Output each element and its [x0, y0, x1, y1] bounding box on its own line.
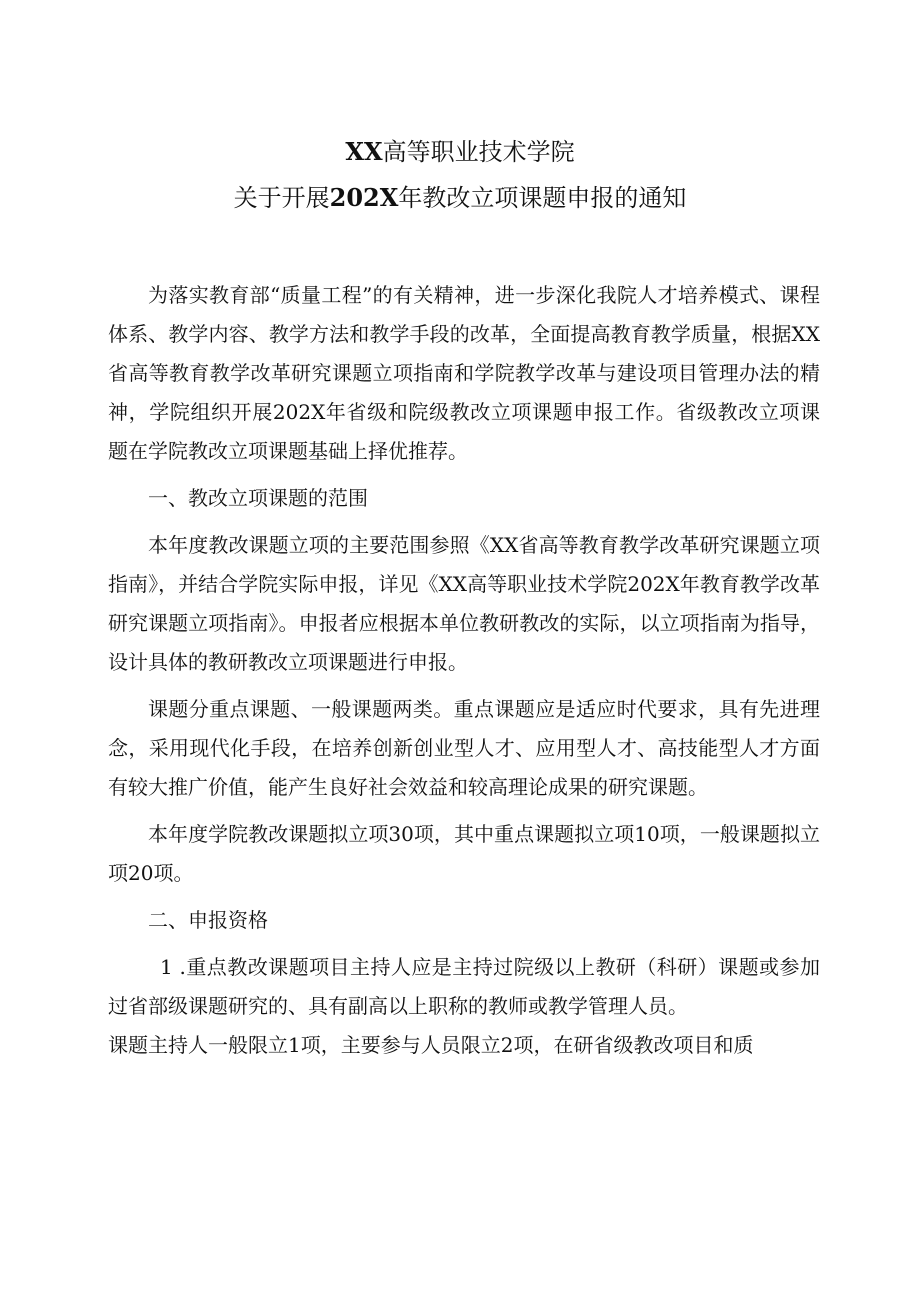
- section-heading-scope: 一、教改立项课题的范围: [148, 486, 368, 510]
- paragraph-categories: 课题分重点课题、一般课题两类。重点课题应是适应时代要求，具有先进理念，采用现代化手段，在培养创新创业型人才、应用型人才、高技能型人才方面有较大推广价值，能产生良好社会效益和较高理论成果的研究课题。: [108, 697, 820, 799]
- section-heading-eligibility: 二、申报资格: [148, 908, 268, 932]
- title-notice-post: 年教改立项课题申报的通知: [398, 184, 687, 212]
- document-title-line1: [0, 137, 920, 167]
- paragraph-limits: 课题主持人一般限立1项，主要参与人员限立2项，在研省级教改项目和质: [108, 1033, 754, 1057]
- title-notice-pre: 关于开展: [233, 184, 330, 212]
- paragraph-quota: 本年度学院教改课题拟立项30项，其中重点课题拟立项10项，一般课题拟立项20项。: [108, 822, 820, 885]
- title-institution-prefix: XX: [345, 137, 383, 166]
- title-notice-year: 202X: [329, 183, 399, 212]
- title-institution-name: 高等职业技术学院: [382, 138, 575, 166]
- document-body: [108, 276, 820, 1065]
- paragraph-scope: 本年度教改课题立项的主要范围参照《XX省高等教育教学改革研究课题立项指南》，并结合学院实际申报，详见《XX高等职业技术学院202X年教育教学改革研究课题立项指南》。申报者应根据本单位教研教改的实际，以立项指南为指导，设计具体的教研教改立项课题进行申报。: [108, 533, 820, 674]
- list-item-eligibility-1: 1 .重点教改课题项目主持人应是主持过院级以上教研（科研）课题或参加过省部级课题研究的、具有副高以上职称的教师或教学管理人员。: [108, 955, 820, 1018]
- document-title-line2: [0, 183, 920, 213]
- paragraph-intro: 为落实教育部“质量工程”的有关精神，进一步深化我院人才培养模式、课程体系、教学内容、教学方法和教学手段的改革，全面提高教育教学质量，根据XX省高等教育教学改革研究课题立项指南和学院教学改革与建设项目管理办法的精神，学院组织开展202X年省级和院级教改立项课题申报工作。省级教改立项课题在学院教改立项课题基础上择优推荐。: [108, 283, 820, 463]
